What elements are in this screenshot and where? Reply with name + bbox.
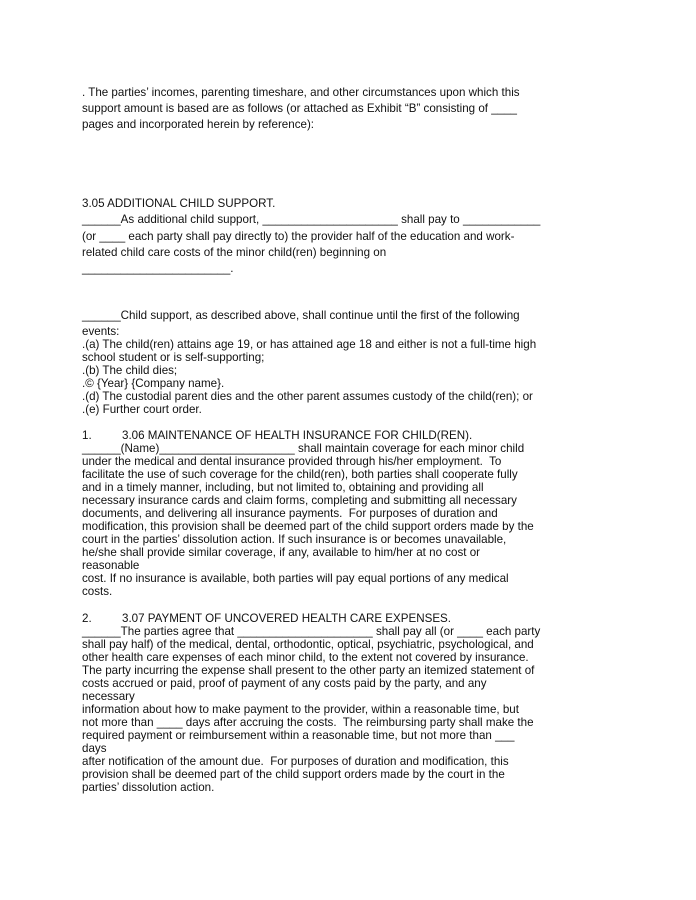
section-307-line: parties’ dissolution action. [82,781,215,794]
section-307-line: ______The parties agree that _____________________ shall pay all (or ____ each party [82,625,541,638]
section-307-number: 2. [82,612,92,625]
section-307-line: information about how to make payment to the provider, within a reasonable time, but [82,703,519,716]
section-305-line: ______As additional child support, _____________________ shall pay to ____________ [82,213,541,226]
section-306-line: facilitate the use of such coverage for the child(ren), both parties shall cooperate fully [82,468,518,481]
continuation-line: school student or is self-supporting; [82,351,265,364]
section-307-line: costs accrued or paid, proof of payment of any costs paid by the party, and any [82,677,487,690]
section-306-line: modification, this provision shall be deemed part of the child support orders made by the [82,520,534,533]
intro-line: pages and incorporated herein by reference): [82,118,315,131]
section-307-heading: 3.07 PAYMENT OF UNCOVERED HEALTH CARE EXPENSES. [122,612,451,625]
intro-line: support amount is based are as follows (or attached as Exhibit “B” consisting of ____ [82,102,517,115]
continuation-line: ______Child support, as described above, shall continue until the first of the following [82,309,520,322]
section-306-line: documents, and delivering all insurance payments. For purposes of duration and [82,507,498,520]
intro-line: . The parties’ incomes, parenting timeshare, and other circumstances upon which this [82,86,520,99]
section-307-line: not more than ____ days after accruing the costs. The reimbursing party shall make the [82,716,534,729]
section-306-line: under the medical and dental insurance provided through his/her employment. To [82,455,502,468]
section-306-line: ______(Name)_____________________ shall maintain coverage for each minor child [82,442,525,455]
section-305-line: related child care costs of the minor child(ren) beginning on [82,246,387,259]
section-305-line: (or ____ each party shall pay directly to) the provider half of the education and work- [82,230,515,243]
section-306-line: court in the parties’ dissolution action. If such insurance is or becomes unavailable, [82,533,507,546]
section-307-line: days [82,742,107,755]
section-305-line: _______________________. [82,262,234,275]
section-306-heading: 3.06 MAINTENANCE OF HEALTH INSURANCE FOR CHILD(REN). [122,429,473,442]
section-307-line: after notification of the amount due. For purposes of duration and modification, this [82,755,509,768]
section-306-line: necessary insurance cards and claim forms, completing and submitting all necessary [82,494,517,507]
section-306-line: cost. If no insurance is available, both parties will pay equal portions of any medical [82,572,509,585]
continuation-line: .(d) The custodial parent dies and the other parent assumes custody of the child(ren); or [82,390,533,403]
section-306-number: 1. [82,429,92,442]
section-306-line: reasonable [82,559,140,572]
continuation-line: .(a) The child(ren) attains age 19, or has attained age 18 and either is not a full-time high [82,338,537,351]
section-306-line: he/she shall provide similar coverage, if any, available to him/her at no cost or [82,546,481,559]
continuation-line: .(b) The child dies; [82,364,178,377]
section-307-line: other health care expenses of each minor child, to the extent not covered by insurance. [82,651,529,664]
section-305-heading: 3.05 ADDITIONAL CHILD SUPPORT. [82,197,276,210]
continuation-line: .© {Year} {Company name}. [82,377,225,390]
section-307-line: shall pay half) of the medical, dental, orthodontic, optical, psychiatric, psychological, and [82,638,534,651]
section-307-line: provision shall be deemed part of the child support orders made by the court in the [82,768,505,781]
section-307-line: required payment or reimbursement within a reasonable time, but not more than ___ [82,729,515,742]
continuation-line: events: [82,325,120,338]
section-307-line: necessary [82,690,135,703]
section-307-line: The party incurring the expense shall present to the other party an itemized statement of [82,664,535,677]
section-306-line: costs. [82,585,113,598]
section-306-line: and in a timely manner, including, but not limited to, obtaining and providing all [82,481,484,494]
continuation-line: .(e) Further court order. [82,403,202,416]
